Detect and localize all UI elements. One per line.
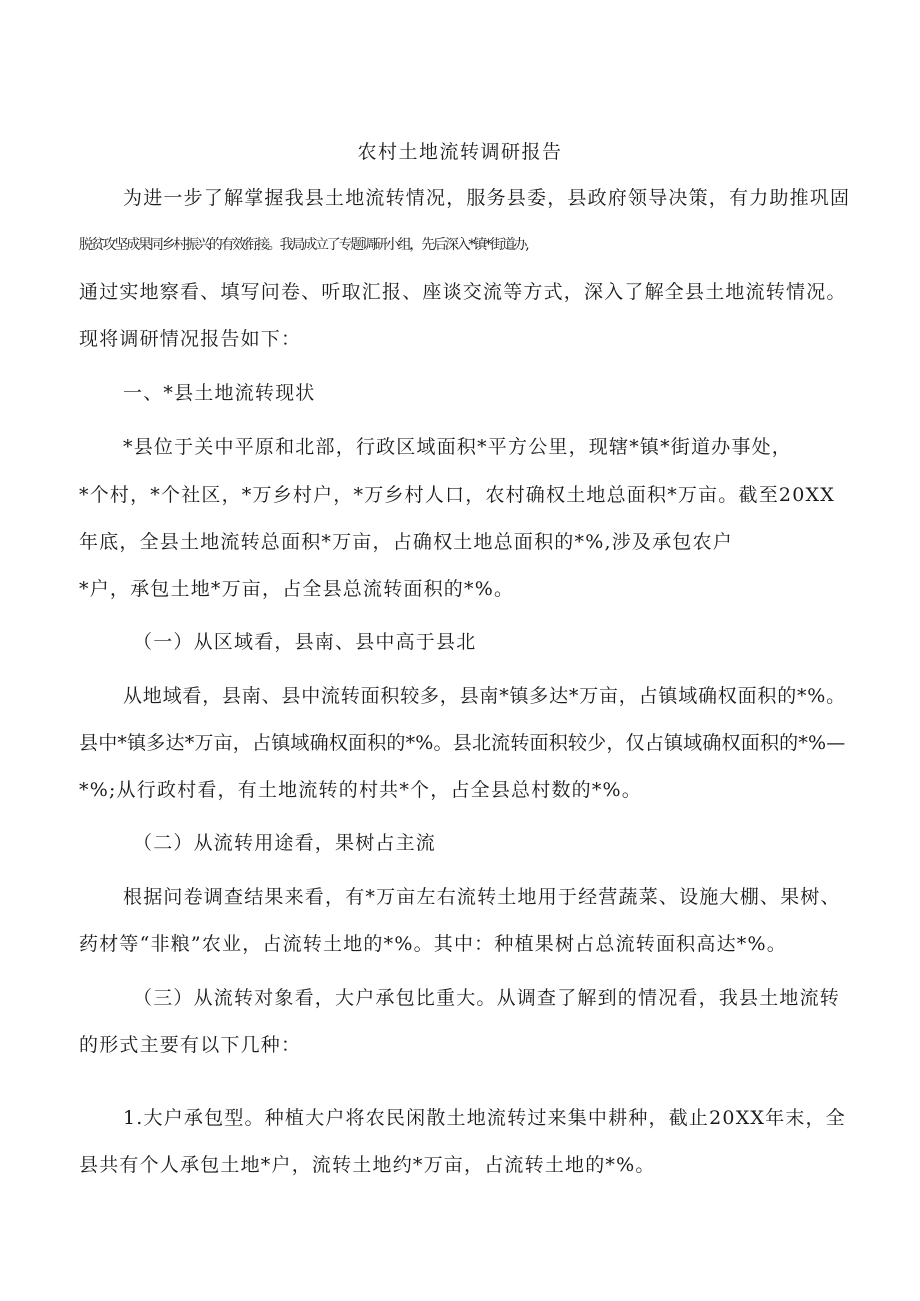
paragraph-line: 根据问卷调查结果来看，有*万亩左右流转土地用于经营蔬菜、设施大棚、果树、 [123, 886, 841, 908]
paragraph-line: 为进一步了解掌握我县土地流转情况，服务县委，县政府领导决策，有力助推巩固 [123, 187, 851, 209]
list-item-line: 县共有个人承包土地*户，流转土地约*万亩，占流转土地的*%。 [79, 1154, 656, 1176]
subsection-heading: （三）从流转对象看，大户承包比重大。从调查了解到的情况看，我县土地流转 [133, 987, 841, 1009]
paragraph-line: *县位于关中平原和北部，行政区域面积*平方公里，现辖*镇*街道办事处， [123, 436, 793, 458]
section-heading: 一、*县土地流转现状 [123, 382, 316, 404]
paragraph-line: 年底，全县土地流转总面积*万亩，占确权土地总面积的*%,涉及承包农户 [79, 531, 733, 553]
paragraph-line: 通过实地察看、填写问卷、听取汇报、座谈交流等方式，深入了解全县土地流转情况。 [79, 281, 847, 303]
paragraph-line: 脱贫攻坚成果同乡村振兴的有效衔接。我局成立了专题调研小组，先后深入*镇*街道办, [79, 237, 528, 253]
paragraph-line: 的形式主要有以下几种： [79, 1034, 302, 1056]
subsection-heading: （一）从区域看，县南、县中高于县北 [133, 631, 477, 653]
paragraph-line: *个村，*个社区，*万乡村户，*万乡村人口，农村确权土地总面积*万亩。截至20XX [79, 484, 835, 506]
paragraph-line: *户，承包土地*万亩，占全县总流转面积的*%。 [79, 578, 515, 600]
subsection-heading: （二）从流转用途看，果树占主流 [133, 832, 437, 854]
paragraph-line: 药材等“非粮”农业，占流转土地的*%。其中：种植果树占总流转面积高达*%。 [79, 933, 787, 955]
document-title: 农村土地流转调研报告 [357, 141, 563, 163]
list-item-line: 1.大户承包型。种植大户将农民闲散土地流转过来集中耕种，截止20XX年末，全 [123, 1107, 846, 1129]
paragraph-line: *%;从行政村看，有土地流转的村共*个，占全县总村数的*%。 [79, 779, 643, 801]
paragraph-line: 从地域看，县南、县中流转面积较多，县南*镇多达*万亩，占镇域确权面积的*%。 [123, 685, 846, 707]
paragraph-line: 现将调研情况报告如下： [79, 328, 302, 350]
paragraph-line: 县中*镇多达*万亩，占镇域确权面积的*%。县北流转面积较少，仅占镇域确权面积的*%— [79, 732, 846, 754]
